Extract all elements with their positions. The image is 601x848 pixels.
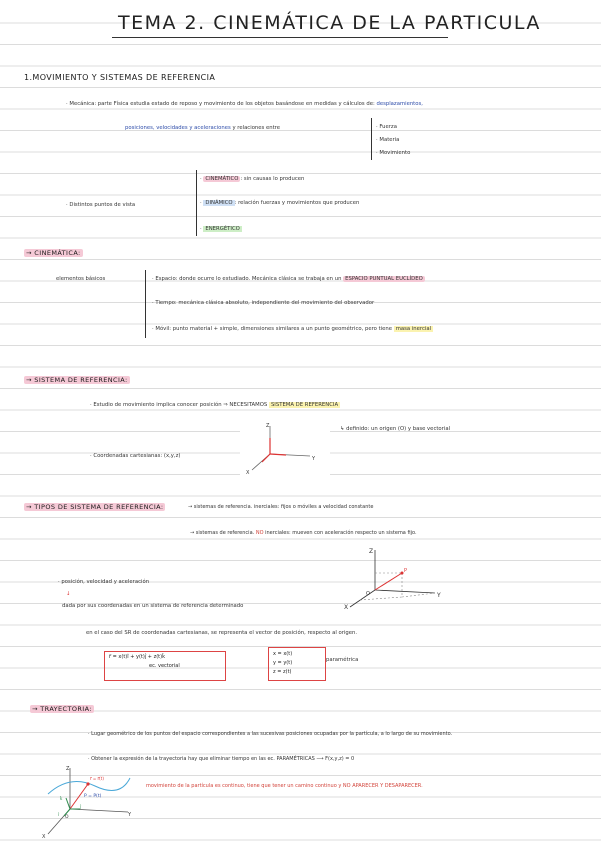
traj-p-label: P = P(t) — [84, 794, 102, 799]
axis-z-label-2: Z — [369, 548, 374, 555]
list-item: · Fuerza — [376, 124, 397, 130]
elemento-espacio: · Espacio: donde ocurre lo estudiado. Mecánica clásica se trabaja en un ESPACIO PUNTUAL EUCLÍDEO — [152, 276, 423, 282]
traj-i-label: î — [58, 812, 60, 817]
axis-x-label: X — [246, 470, 250, 476]
axis-y-label: Y — [312, 456, 316, 462]
traj-origin: O — [65, 815, 69, 820]
trayectoria-continuo: movimiento de la partícula es continuo, tiene que tener un camino continuo y NO APARECER Y DESAPARECER. — [146, 783, 423, 789]
mecanica-relaciones: y relaciones entre — [232, 125, 281, 131]
vector-equation: r⃗ = x(t)î + y(t)ĵ + z(t)k̂ — [109, 654, 165, 660]
traj-axis-y: Y — [128, 812, 132, 818]
trayectoria-definicion: · Lugar geométrico de los puntos del espacio correspondientes a las sucesivas posiciones ocupadas por la partícula, a lo largo de su movimiento. — [88, 731, 453, 737]
param-z: z = z(t) — [273, 669, 292, 675]
traj-axis-z: Z — [66, 766, 70, 772]
mecanica-definition: · Mecánica: parte Física estudia estado de reposo y movimiento de los objetos basándose en medidas y cálculos de: — [66, 101, 375, 107]
tipos-no-inerciales: → sistemas de referencia. NO inerciales: mueven con aceleración respecto un sistema fijo. — [190, 530, 417, 536]
caso-cartesianas: en el caso del SR de coordenadas cartesianas, se representa el vector de posición, respecto al origen. — [86, 630, 358, 636]
parametric-box — [268, 647, 326, 681]
param-y: y = y(t) — [273, 660, 293, 666]
traj-axis-x: X — [42, 834, 46, 840]
tipos-inerciales: → sistemas de referencia. inerciales: fijos o móviles a velocidad constante — [188, 504, 374, 510]
sistema-definido: ↳ definido: un origen (O) y base vectorial — [340, 426, 451, 432]
trajectory-diagram — [40, 764, 135, 840]
cinematica-heading: → CINEMÁTICA: — [26, 249, 81, 257]
point-p-label: P — [404, 568, 408, 574]
coordenadas-cartesianas: · Coordenadas cartesianas: (x,y,z) — [90, 453, 181, 459]
axis-x-label-2: X — [344, 604, 349, 611]
brace-relaciones — [371, 118, 372, 160]
sistema-line1: · Estudio de movimiento implica conocer posición ⇒ NECESITAMOS SISTEMA DE REFERENCIA — [90, 402, 339, 408]
tipos-heading: → TIPOS DE SISTEMA DE REFERENCIA: — [26, 503, 164, 511]
relaciones-list — [376, 121, 410, 160]
parametric-label: paramétrica — [326, 657, 359, 663]
traj-j-label: ĵ — [80, 804, 82, 809]
punto-cinematico: · CINEMÁTICO : sin causas lo producen — [200, 176, 305, 182]
axes-diagram-2 — [340, 545, 450, 615]
axes-diagram-1 — [240, 420, 330, 480]
traj-r-label: r⃗ = r⃗(t) — [90, 776, 104, 781]
section-heading-movimiento: 1.MOVIMIENTO Y SISTEMAS DE REFERENCIA — [24, 73, 216, 82]
origin-label: O — [366, 591, 370, 597]
elemento-tiempo: · Tiempo: mecánica clásica absoluto, independiente del movimiento del observador — [152, 300, 375, 306]
brace-puntos — [196, 170, 197, 236]
pva-dada: dada por sus coordenadas en un sistema de referencia determinado — [62, 603, 244, 609]
elemento-movil: · Móvil: punto material + simple, dimensiones similares a un punto geométrico, pero tiene masa inercial — [152, 326, 432, 332]
puntos-de-vista-label: · Distintos puntos de vista — [66, 202, 136, 208]
pva-label: · posición, velocidad y aceleración — [58, 579, 150, 585]
elementos-basicos-label: elementos básicos — [56, 276, 106, 282]
list-item: · Materia — [376, 137, 400, 143]
param-x: x = x(t) — [273, 651, 293, 657]
page-title: TEMA 2. CINEMÁTICA DE LA PARTICULA — [118, 12, 541, 34]
punto-dinamico: · DINÁMICO : relación fuerzas y movimientos que producen — [200, 200, 360, 206]
trayectoria-heading: → TRAYECTORIA: — [32, 705, 92, 713]
brace-elementos — [145, 270, 146, 338]
pva-arrow: ↓ — [66, 591, 71, 597]
mecanica-magnitudes: posiciones, velocidades y aceleraciones — [125, 125, 231, 131]
traj-k-label: k̂ — [60, 796, 63, 801]
list-item: · Movimiento — [376, 150, 411, 156]
axis-y-label-2: Y — [437, 592, 441, 599]
trayectoria-obtener: · Obtener la expresión de la trayectoria hay que eliminar tiempo en las ec. PARAMÉTRICAS ⟶ F(x,y,z) = 0 — [88, 756, 355, 762]
vector-equation-label: ec. vectorial — [149, 663, 180, 669]
axis-z-label: Z — [266, 423, 270, 429]
title-underline — [112, 37, 448, 38]
mecanica-desplazamientos: desplazamientos, — [376, 101, 423, 107]
sistema-heading: → SISTEMA DE REFERENCIA: — [26, 376, 128, 384]
mecanica-line2 — [125, 125, 280, 131]
mecanica-text — [66, 101, 423, 107]
vector-equation-box — [104, 651, 226, 681]
punto-energetico: · ENERGÉTICO — [200, 226, 240, 232]
